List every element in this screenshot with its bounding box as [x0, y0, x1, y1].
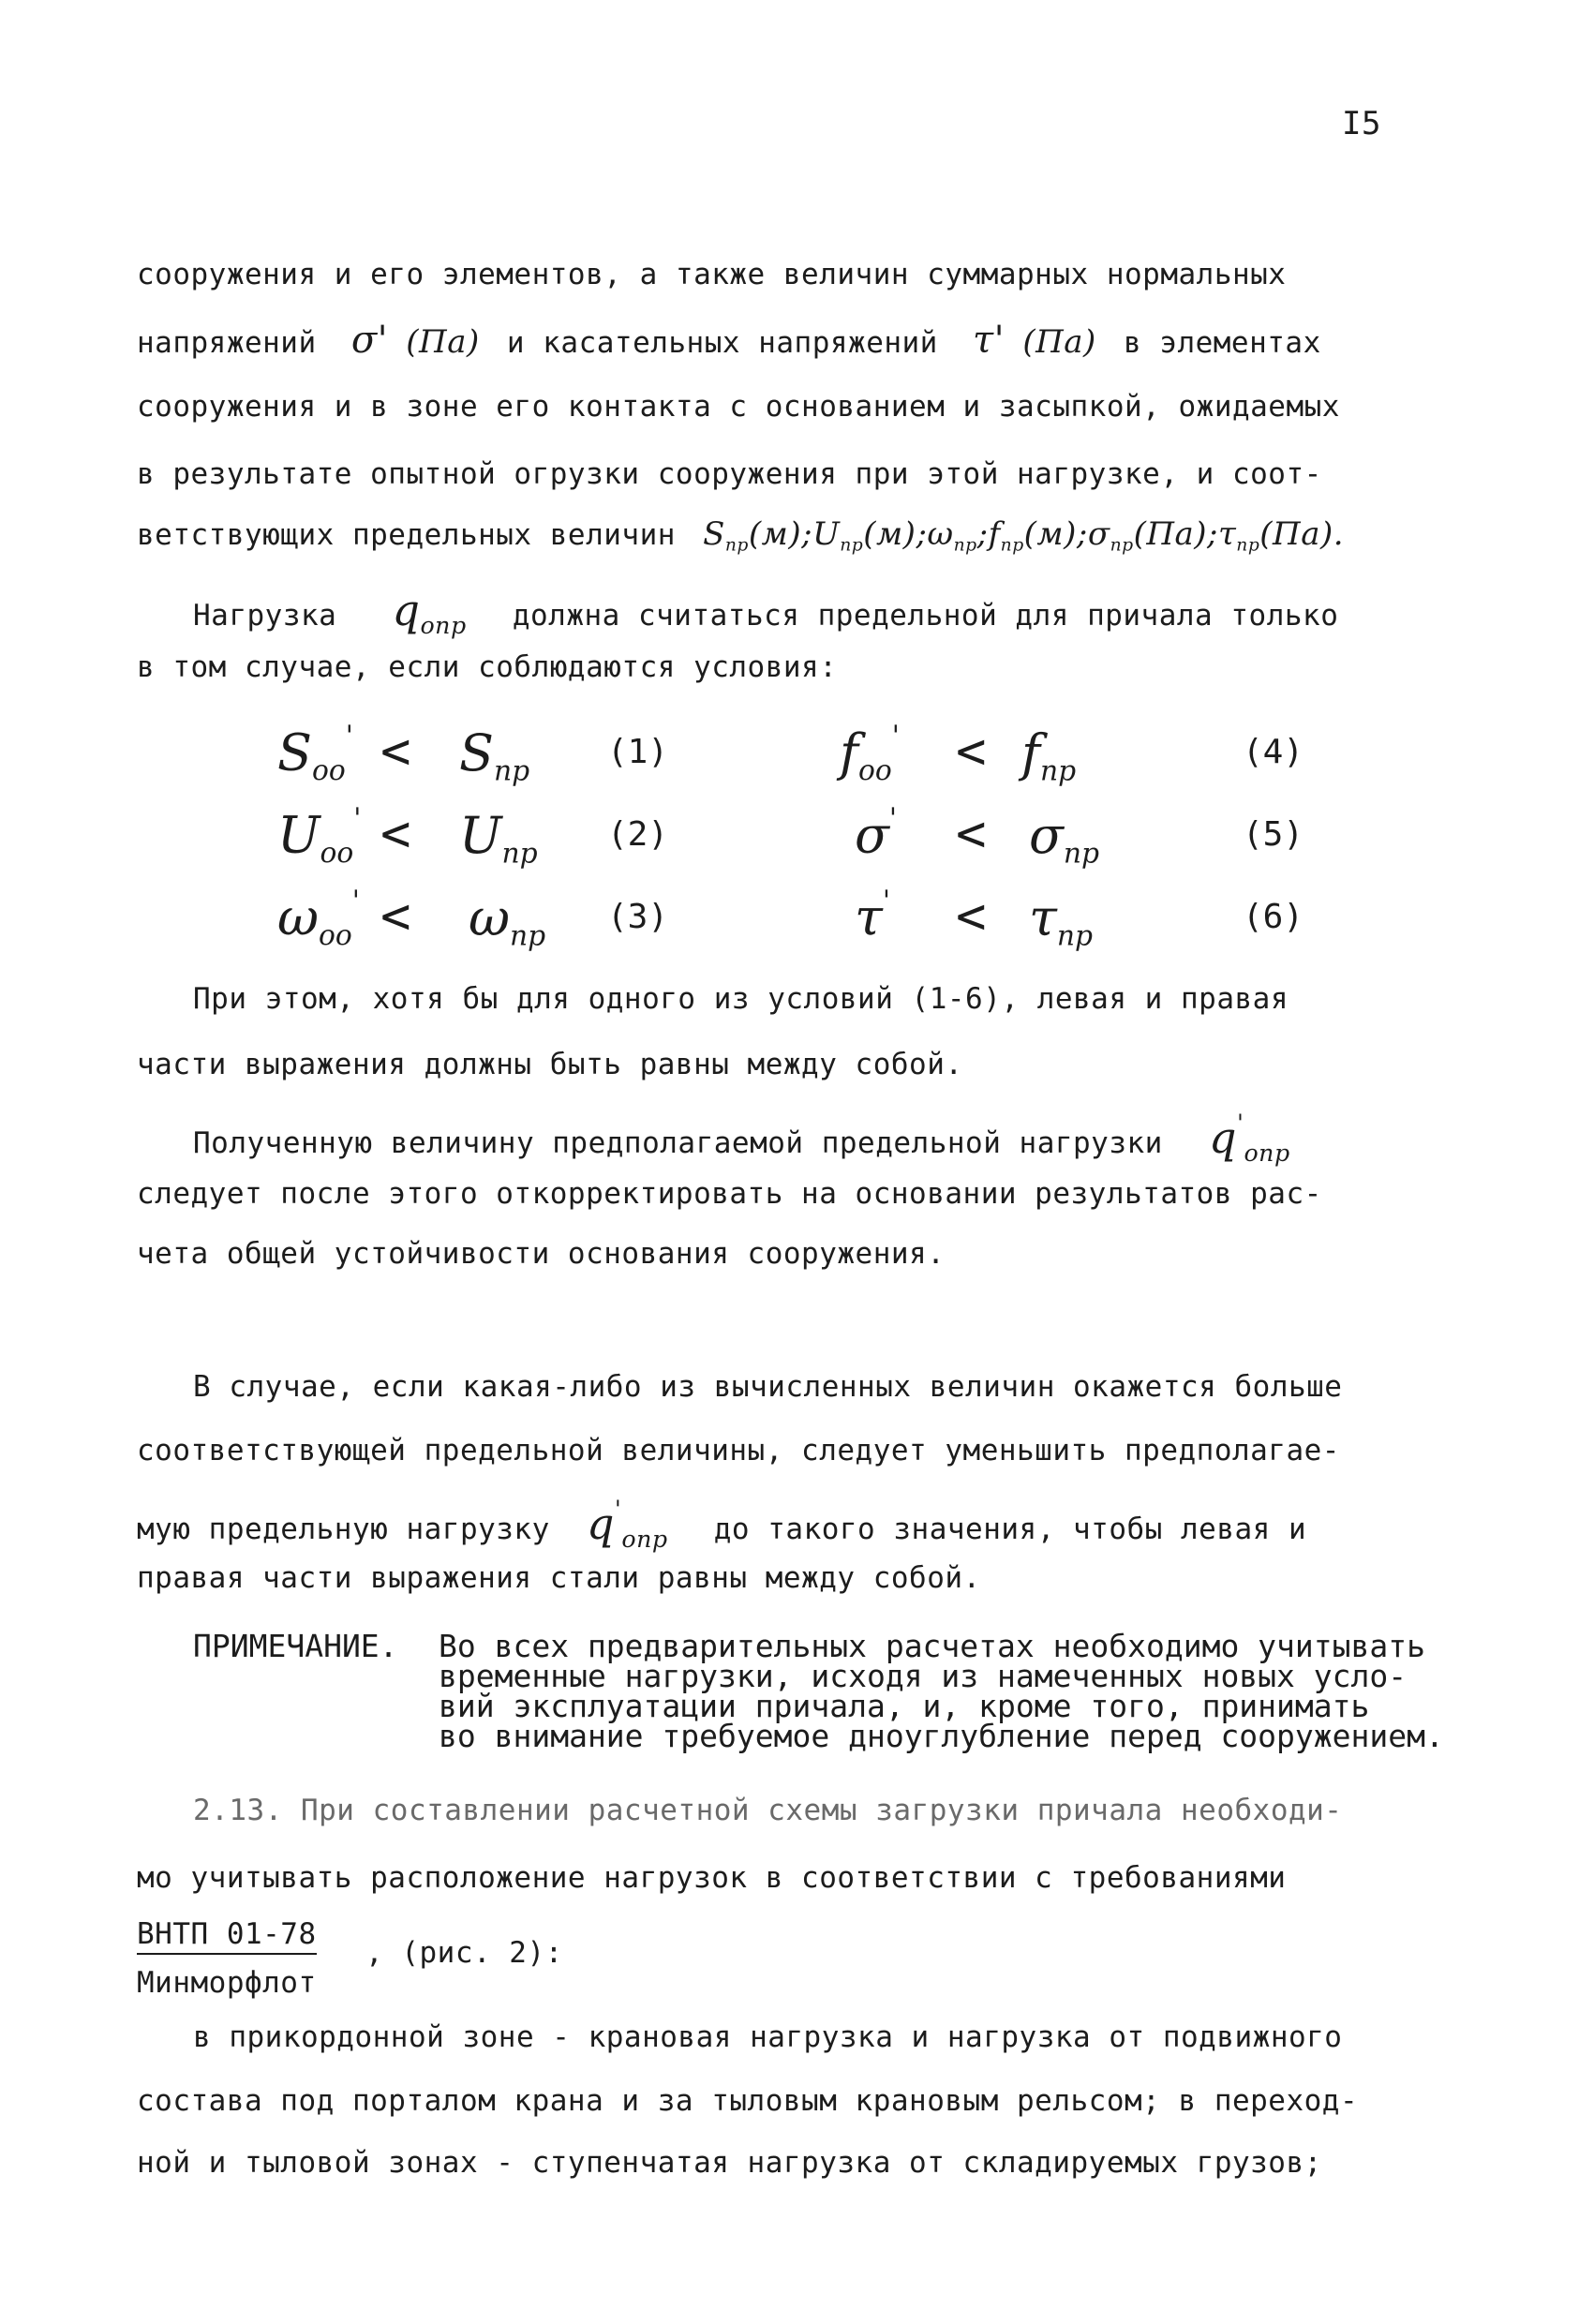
- text-line: [137, 1496, 1306, 1553]
- text-line: мо учитывать расположение нагрузок в соответствии с требованиями: [137, 1861, 1287, 1895]
- text-line: следует после этого откорректировать на основании результатов рас-: [137, 1177, 1322, 1211]
- note-label: ПРИМЕЧАНИЕ.: [193, 1628, 398, 1664]
- formula-rhs: $f_{пр}$: [1021, 723, 1077, 788]
- formula-operator: <: [956, 804, 987, 863]
- text-fragment: , (рис. 2):: [365, 1936, 563, 1970]
- text-fragment: должна считаться предельной для причала только: [512, 599, 1339, 633]
- text-line: части выражения должны быть равны между собой.: [137, 1048, 963, 1081]
- formula-lhs: $\omega_{оо}'$: [277, 885, 360, 953]
- text-line: сооружения и в зоне его контакта с основанием и засыпкой, ожидаемых: [137, 390, 1340, 424]
- page-number: I5: [1342, 105, 1381, 142]
- formula-operator: <: [380, 886, 411, 946]
- formula-number: (6): [1243, 898, 1304, 936]
- formula-rhs: $\omega_{пр}$: [469, 888, 546, 953]
- text-fragment: до такого значения, чтобы левая и: [713, 1512, 1307, 1546]
- formula-rhs: $\tau_{пр}$: [1029, 888, 1093, 953]
- formula-number: (5): [1243, 815, 1304, 854]
- note-line: Во всех предварительных расчетах необходимо учитывать: [439, 1628, 1425, 1664]
- text-line: соответствующей предельной величины, следует уменьшить предполагае-: [137, 1434, 1340, 1467]
- text-line: В случае, если какая-либо из вычисленных величин окажется больше: [193, 1370, 1343, 1404]
- formula-operator: <: [956, 722, 987, 781]
- note-line: во внимание требуемое дноуглубление перед сооружением.: [439, 1718, 1444, 1754]
- formula-rhs: $U_{пр}$: [459, 806, 538, 871]
- text-line: состава под порталом крана и за тыловым крановым рельсом; в переход-: [137, 2084, 1359, 2118]
- text-line: [137, 319, 1321, 362]
- note-line: временные нагрузки, исходя из намеченных новых усло-: [439, 1658, 1408, 1694]
- text-line: чета общей устойчивости основания сооружения.: [137, 1237, 946, 1271]
- text-line: ной и тыловой зонах - ступенчатая нагрузка от складируемых грузов;: [137, 2146, 1322, 2180]
- formula-lhs: $S_{оо}'$: [277, 720, 353, 788]
- limit-values: $S_{пр}(м);U_{пр}(м);\omega_{пр};f_{пр}(м);\sigma_{пр}(Па);\tau_{пр}(Па)$.: [703, 515, 1345, 556]
- tau-symbol: τ': [973, 319, 1006, 362]
- text-line: 2.13. При составлении расчетной схемы загрузки причала необходи-: [193, 1794, 1343, 1827]
- formula-number: (4): [1243, 733, 1304, 771]
- formula-operator: <: [380, 722, 411, 781]
- text-fragment: ветствующих предельных величин: [137, 518, 676, 552]
- formula-lhs: σ': [855, 802, 898, 865]
- reference-code: ВНТП 01-78: [137, 1917, 317, 1955]
- formula-operator: <: [380, 804, 411, 863]
- document-reference-org: Минморфлот: [137, 1966, 317, 2000]
- sigma-symbol: σ': [350, 319, 389, 362]
- text-fragment: в элементах: [1123, 326, 1321, 360]
- formula-number: (3): [607, 898, 669, 936]
- load-symbol: $q'_{опр}$: [586, 1496, 668, 1553]
- text-fragment: напряжений: [137, 326, 317, 360]
- text-line: [193, 585, 1338, 639]
- formula-number: (1): [607, 733, 669, 771]
- text-fragment: Нагрузка: [193, 599, 337, 633]
- text-line: в результате опытной огрузки сооружения при этой нагрузке, и соот-: [137, 457, 1322, 491]
- text-line: [137, 515, 1344, 556]
- unit-label: (Па): [406, 323, 480, 361]
- text-line: в том случае, если соблюдаются условия:: [137, 650, 838, 684]
- text-line: При этом, хотя бы для одного из условий (1-6), левая и правая: [193, 982, 1289, 1016]
- text-fragment: мую предельную нагрузку: [137, 1512, 550, 1546]
- formula-lhs: $f_{оо}'$: [840, 720, 900, 788]
- load-symbol: $q_{опр}$: [392, 585, 467, 639]
- unit-label: (Па): [1022, 323, 1096, 361]
- text-line: в прикордонной зоне - крановая нагрузка и нагрузка от подвижного: [193, 2020, 1343, 2054]
- text-line: правая части выражения стали равны между собой.: [137, 1561, 981, 1595]
- text-fragment: Полученную величину предполагаемой предельной нагрузки: [193, 1125, 1163, 1160]
- text-line: сооружения и его элементов, а также величин суммарных нормальных: [137, 258, 1287, 291]
- text-line: [193, 1110, 1290, 1167]
- formula-rhs: $S_{пр}$: [459, 723, 530, 788]
- formula-lhs: τ': [855, 885, 891, 947]
- note-line: вий эксплуатации причала, и, кроме того, принимать: [439, 1688, 1370, 1724]
- formula-lhs: $U_{оо}'$: [277, 802, 362, 871]
- load-symbol: $q'_{опр}$: [1209, 1110, 1290, 1167]
- formula-rhs: $\sigma_{пр}$: [1029, 806, 1099, 871]
- formula-operator: <: [956, 886, 987, 946]
- document-reference: [137, 1917, 317, 1951]
- text-fragment: и касательных напряжений: [506, 326, 938, 360]
- formula-number: (2): [607, 815, 669, 854]
